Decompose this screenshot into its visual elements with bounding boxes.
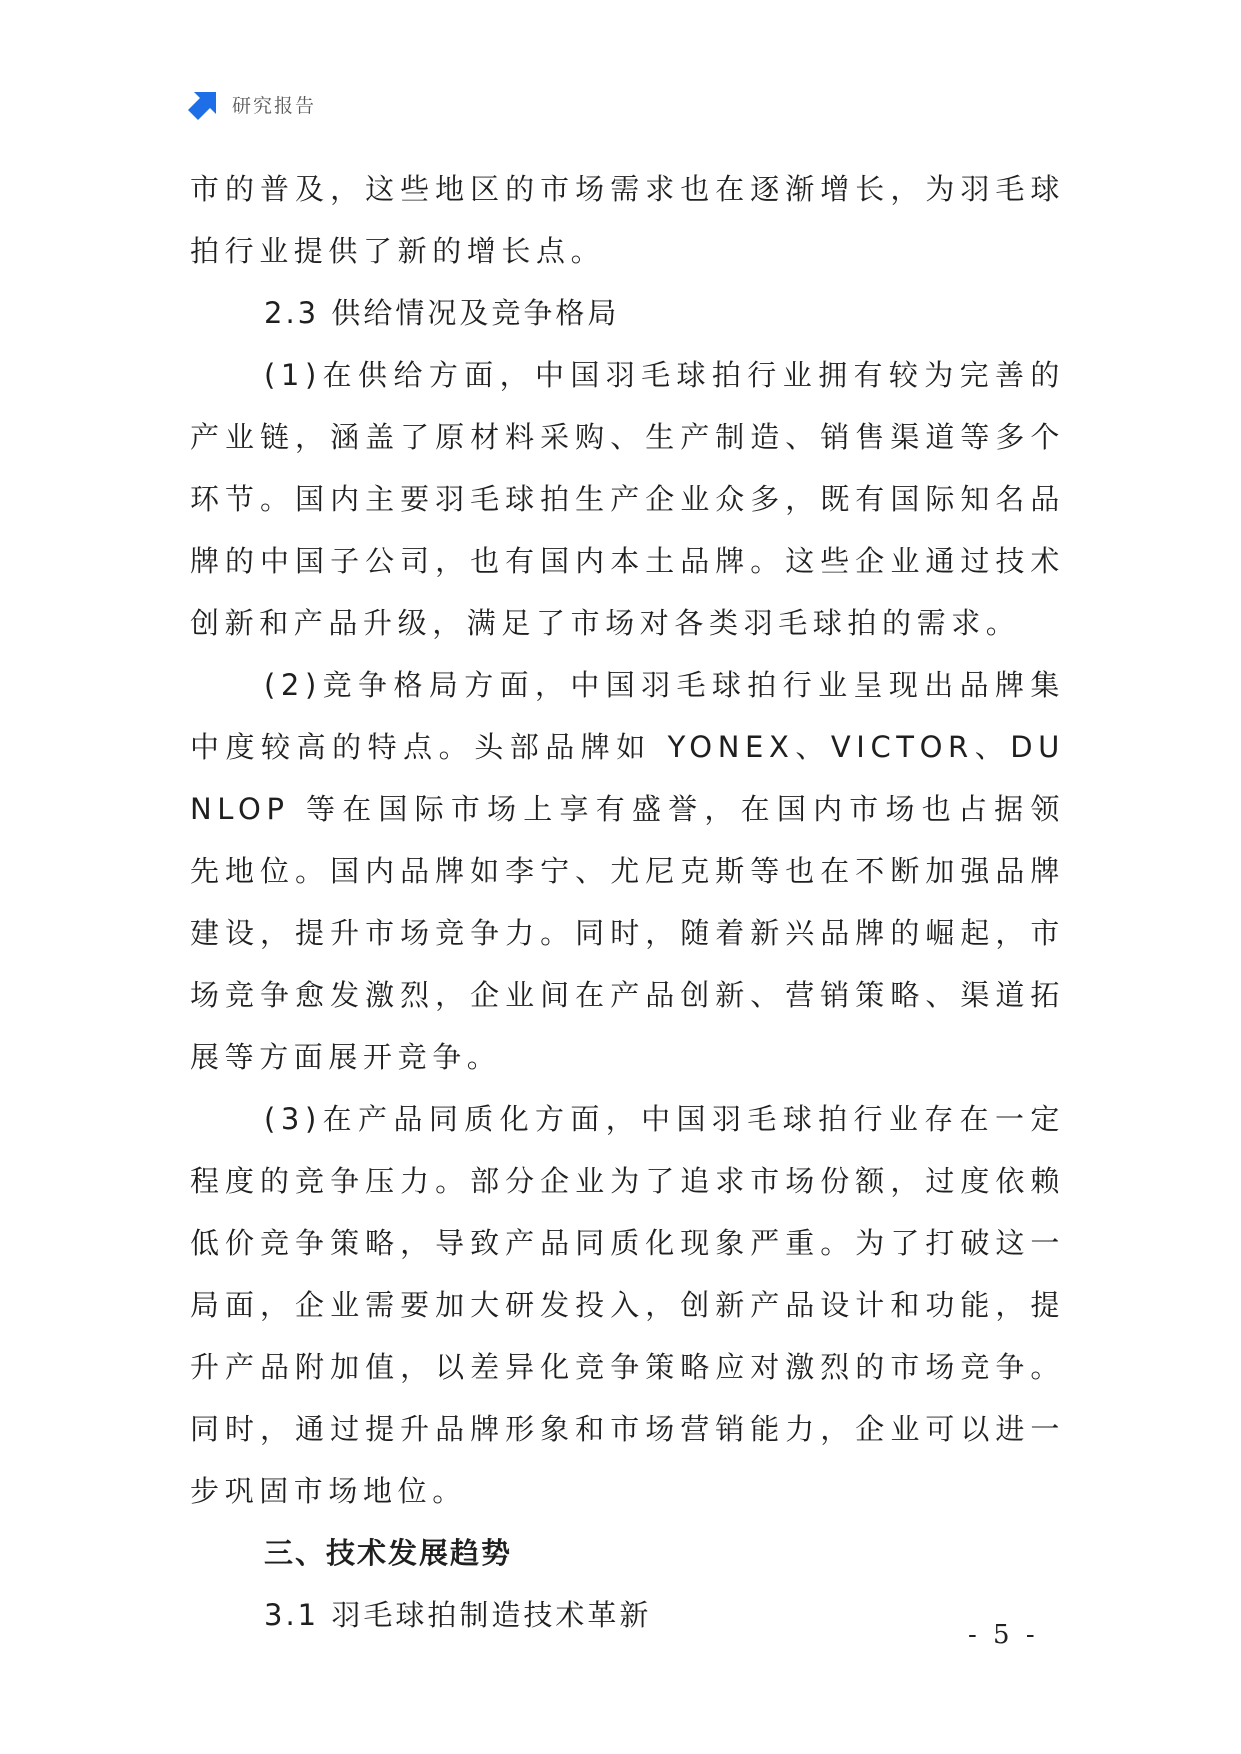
document-body: [190, 158, 1065, 1646]
section-heading-3-1: 3.1 羽毛球拍制造技术革新: [264, 1598, 652, 1632]
paragraph-homogenization: (3)在产品同质化方面，中国羽毛球拍行业存在一定程度的竞争压力。部分企业为了追求市场份额，过度依赖低价竞争策略，导致产品同质化现象严重。为了打破这一局面，企业需要加大研发投入，创新产品设计和功能，提升产品附加值，以差异化竞争策略应对激烈的市场竞争。同时，通过提升品牌形象和市场营销能力，企业可以进一步巩固市场地位。: [190, 1102, 1065, 1508]
section-heading-3: 三、技术发展趋势: [264, 1536, 513, 1570]
paragraph-supply: (1)在供给方面，中国羽毛球拍行业拥有较为完善的产业链，涵盖了原材料采购、生产制造、销售渠道等多个环节。国内主要羽毛球拍生产企业众多，既有国际知名品牌的中国子公司，也有国内本土品牌。这些企业通过技术创新和产品升级，满足了市场对各类羽毛球拍的需求。: [190, 358, 1065, 640]
section-heading-2-3: 2.3 供给情况及竞争格局: [264, 296, 620, 330]
paragraph-competition: (2)竞争格局方面，中国羽毛球拍行业呈现出品牌集中度较高的特点。头部品牌如 YONEX、VICTOR、DUNLOP 等在国际市场上享有盛誉，在国内市场也占据领先地位。国内品牌如李宁、尤尼克斯等也在不断加强品牌建设，提升市场竞争力。同时，随着新兴品牌的崛起，市场竞争愈发激烈，企业间在产品创新、营销策略、渠道拓展等方面展开竞争。: [190, 668, 1066, 1074]
paragraph-continued: 市的普及，这些地区的市场需求也在逐渐增长，为羽毛球拍行业提供了新的增长点。: [190, 172, 1065, 268]
header-title: 研究报告: [232, 94, 317, 117]
page-number: - 5 -: [968, 1620, 1039, 1650]
arrow-logo-icon: [188, 88, 220, 120]
report-header: [188, 88, 316, 120]
